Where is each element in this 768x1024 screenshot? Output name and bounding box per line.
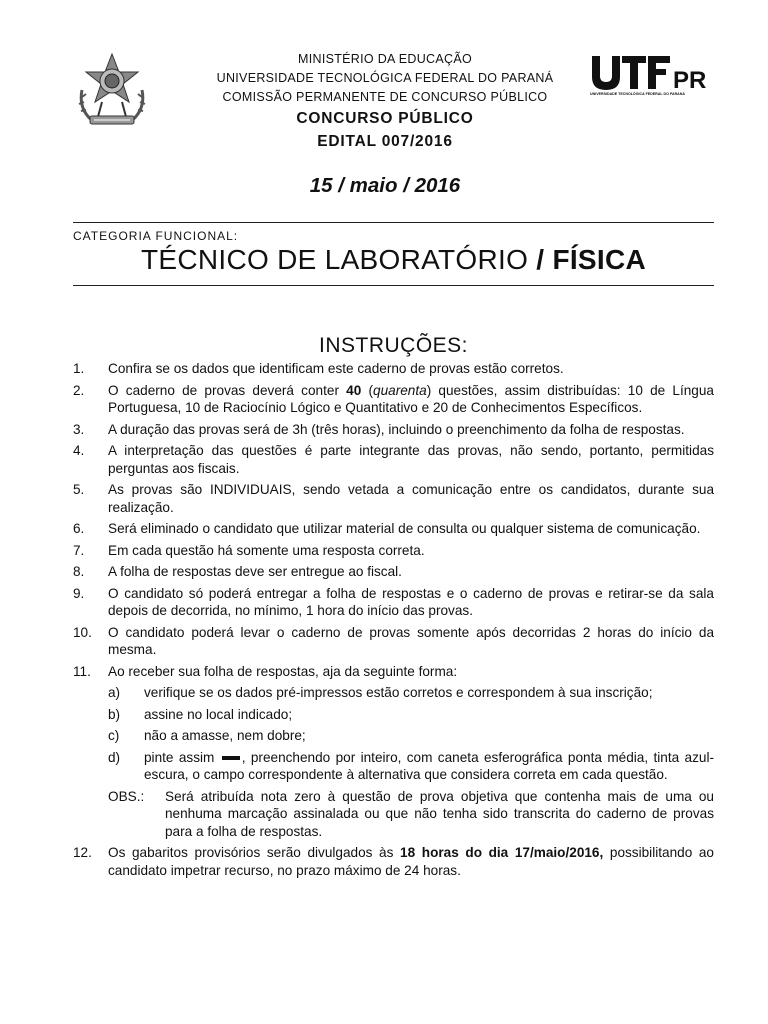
item-number: 7. [73,542,85,558]
list-item [73,844,714,879]
item-text: As provas são INDIVIDUAIS, sendo vetada a comunicação entre os candidatos, durante sua realização. [108,482,714,515]
list-item [73,442,714,477]
item-text: Confira se os dados que identificam este caderno de provas estão corretos. [108,361,564,376]
header-line-contest: CONCURSO PÚBLICO [296,110,474,127]
logo-subtext: UNIVERSIDADE TECNOLÓGICA FEDERAL DO PARANÁ [590,92,685,96]
sub-item-letter: a) [108,685,121,700]
list-item [73,481,714,516]
list-item [73,421,714,439]
list-item [73,382,714,417]
item-text: O candidato só poderá entregar a folha de respostas e o caderno de provas e retirar-se da sala depois de decorrida, no mínimo, 1 hora do início das provas. [108,585,714,618]
item-text: Ao receber sua folha de respostas, aja da seguinte forma: [108,663,458,679]
item-text: A folha de respostas deve ser entregue ao fiscal. [108,564,402,579]
list-item [73,663,714,841]
top-divider [73,222,714,223]
item-text: Em cada questão há somente uma resposta correta. [108,542,425,558]
sub-item-letter: c) [108,728,120,743]
item-number: 5. [73,482,85,497]
header-line-edital: EDITAL 007/2016 [317,133,453,150]
institution-header [160,50,610,153]
sub-item-letter: b) [108,706,121,722]
header-line-ministry: MINISTÉRIO DA EDUCAÇÃO [298,52,472,66]
sub-item-text: não a amasse, nem dobre; [144,728,306,743]
list-item [73,542,714,560]
item-text: A duração das provas será de 3h (três horas), incluindo o preenchimento da folha de respostas. [108,421,685,437]
item-number: 8. [73,564,85,579]
item-text: Será eliminado o candidato que utilizar material de consulta ou qualquer sistema de comunicação. [108,521,701,536]
obs-note [108,788,714,841]
list-item [73,360,714,378]
sub-item-letter: d) [108,749,121,765]
item-number: 1. [73,361,85,376]
filled-mark-icon [222,756,240,760]
item-text: A interpretação das questões é parte integrante das provas, não sendo, portanto, permitidas perguntas aos fiscais. [108,443,714,476]
header-line-commission: COMISSÃO PERMANENTE DE CONCURSO PÚBLICO [222,90,548,104]
category-title-main: TÉCNICO DE LABORATÓRIO [140,244,537,275]
item-number: 10. [73,624,92,640]
exam-date: 15 / maio / 2016 [309,174,461,197]
item-text: O caderno de provas deverá conter 40 (quarenta) questões, assim distribuídas: 10 de Língua Portuguesa, 10 de Raciocínio Lógico e Quantitativo e 20 de Conhecimentos Específicos. [108,382,714,415]
item-number: 12. [73,845,92,860]
list-item [73,520,714,538]
sub-item-text: assine no local indicado; [144,706,293,722]
category-title-field: / FÍSICA [536,244,647,275]
header-line-university: UNIVERSIDADE TECNOLÓGICA FEDERAL DO PARANÁ [216,71,554,85]
sub-item [108,706,714,724]
category-label: CATEGORIA FUNCIONAL: [73,229,239,243]
sub-item [108,727,714,745]
item-text-with-subitems [108,663,714,841]
item-number: 9. [73,585,85,601]
coat-of-arms-seal [72,50,152,132]
bottom-divider [73,285,714,286]
item-number: 2. [73,382,85,398]
instructions-list [73,360,714,883]
instructions-title: INSTRUÇÕES: [318,334,468,357]
utfpr-logo [590,52,716,96]
list-item [73,624,714,659]
item-number: 3. [73,421,85,437]
item-text: Os gabaritos provisórios serão divulgados às 18 horas do dia 17/maio/2016, possibilitando ao candidato impetrar recurso, no prazo máximo de 24 horas. [108,845,714,878]
sub-item-text: pinte assim , preenchendo por inteiro, com caneta esferográfica ponta média, tinta azul-escura, o campo correspondente à alternativa que considera correta em cada questão. [144,749,715,782]
list-item [73,585,714,620]
list-item [73,563,714,581]
sub-item-text: verifique se os dados pré-impressos estão corretos e correspondem à sua inscrição; [144,685,653,700]
sub-item [108,749,714,784]
obs-label: OBS.: [108,788,145,804]
logo-pr-text: PR [673,67,707,94]
obs-text: Será atribuída nota zero à questão de prova objetiva que contenha mais de uma ou nenhuma marcação assinalada ou que não tenha sido transcrita do caderno de provas para a folha de respostas. [165,788,714,839]
item-number: 6. [73,521,85,536]
sub-item [108,684,714,702]
item-number: 11. [73,663,91,679]
item-text: O candidato poderá levar o caderno de provas somente após decorridas 2 horas do início da mesma. [108,624,714,657]
item-number: 4. [73,443,85,458]
category-title [73,244,714,276]
